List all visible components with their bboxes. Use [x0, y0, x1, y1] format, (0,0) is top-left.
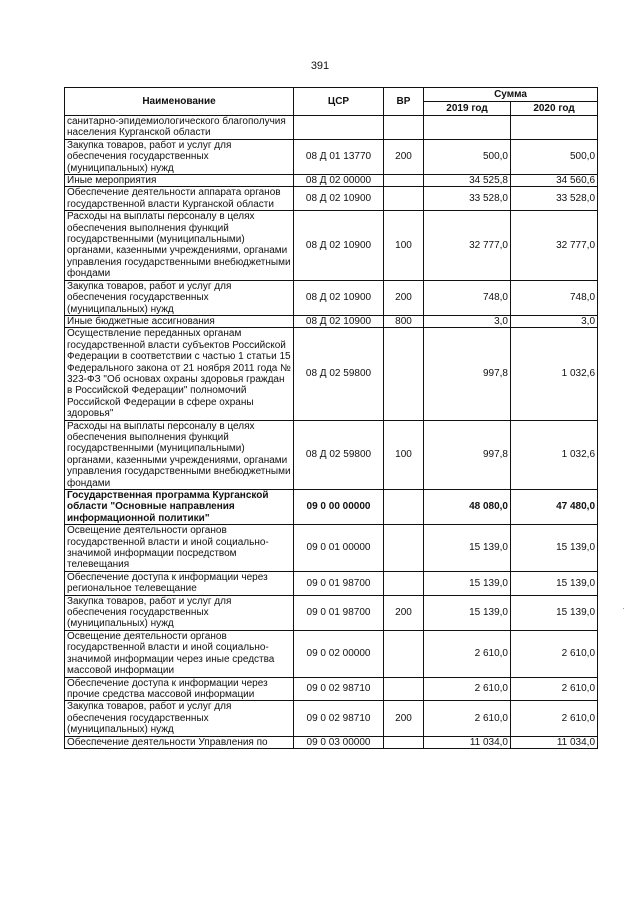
row-2019-amount: 2 610,0 — [424, 677, 511, 701]
table-row — [65, 315, 598, 327]
margin-mark: · — [622, 603, 625, 613]
row-2019-amount: 11 034,0 — [424, 736, 511, 748]
row-vr: 100 — [384, 420, 424, 489]
row-2020-amount: 2 610,0 — [511, 677, 598, 701]
row-2020-amount: 47 480,0 — [511, 490, 598, 525]
row-csr: 09 0 01 98700 — [294, 571, 384, 595]
row-2019-amount: 15 139,0 — [424, 595, 511, 630]
row-vr — [384, 525, 424, 572]
row-2020-amount: 2 610,0 — [511, 701, 598, 736]
row-2019-amount: 500,0 — [424, 139, 511, 174]
row-vr — [384, 116, 424, 140]
table-row — [65, 701, 598, 736]
header-2019: 2019 год — [424, 102, 511, 116]
budget-table — [64, 87, 598, 749]
row-2019-amount: 997,8 — [424, 328, 511, 420]
table-row — [65, 139, 598, 174]
row-vr — [384, 328, 424, 420]
row-vr — [384, 187, 424, 211]
row-name: Обеспечение деятельности аппарата органов государственной власти Курганской области — [65, 187, 294, 211]
row-name: Государственная программа Курганской области "Основные направления информационной политики" — [65, 490, 294, 525]
row-csr: 09 0 01 00000 — [294, 525, 384, 572]
row-csr: 09 0 03 00000 — [294, 736, 384, 748]
table-row — [65, 571, 598, 595]
row-vr — [384, 175, 424, 187]
row-csr: 08 Д 02 10900 — [294, 187, 384, 211]
row-name: санитарно-эпидемиологического благополучия населения Курганской области — [65, 116, 294, 140]
row-vr: 100 — [384, 211, 424, 280]
row-vr: 200 — [384, 139, 424, 174]
row-2019-amount: 15 139,0 — [424, 525, 511, 572]
table-row — [65, 280, 598, 315]
table-row — [65, 630, 598, 677]
table-row — [65, 490, 598, 525]
row-vr: 200 — [384, 280, 424, 315]
row-name: Расходы на выплаты персоналу в целях обеспечения выполнения функций государственными (муниципальными) органами, казенными учреждениями, органами управления государственными внебюджетными фондами — [65, 211, 294, 280]
table-row — [65, 211, 598, 280]
table-row — [65, 328, 598, 420]
row-2020-amount: 1 032,6 — [511, 328, 598, 420]
row-2020-amount — [511, 116, 598, 140]
row-2020-amount: 32 777,0 — [511, 211, 598, 280]
row-name: Расходы на выплаты персоналу в целях обеспечения выполнения функций государственными (муниципальными) органами, казенными учреждениями, органами управления государственными внебюджетными фондами — [65, 420, 294, 489]
page-number: 391 — [310, 60, 330, 72]
row-csr: 09 0 02 00000 — [294, 630, 384, 677]
table-row — [65, 420, 598, 489]
row-2019-amount: 3,0 — [424, 315, 511, 327]
row-2019-amount: 997,8 — [424, 420, 511, 489]
row-vr — [384, 677, 424, 701]
row-vr: 800 — [384, 315, 424, 327]
row-2020-amount: 1 032,6 — [511, 420, 598, 489]
table-row — [65, 736, 598, 748]
header-sum: Сумма — [424, 88, 598, 102]
row-csr: 08 Д 02 10900 — [294, 211, 384, 280]
row-csr: 08 Д 02 10900 — [294, 315, 384, 327]
row-name: Обеспечение доступа к информации через региональное телевещание — [65, 571, 294, 595]
row-vr: 200 — [384, 595, 424, 630]
row-csr — [294, 116, 384, 140]
table-row — [65, 116, 598, 140]
header-csr: ЦСР — [294, 88, 384, 116]
row-2020-amount: 34 560,6 — [511, 175, 598, 187]
row-name: Обеспечение деятельности Управления по — [65, 736, 294, 748]
table-row — [65, 187, 598, 211]
row-name: Закупка товаров, работ и услуг для обеспечения государственных (муниципальных) нужд — [65, 139, 294, 174]
row-vr — [384, 571, 424, 595]
table-row — [65, 525, 598, 572]
row-csr: 08 Д 01 13770 — [294, 139, 384, 174]
row-csr: 09 0 01 98700 — [294, 595, 384, 630]
row-2019-amount: 2 610,0 — [424, 701, 511, 736]
row-2019-amount: 34 525,8 — [424, 175, 511, 187]
row-name: Обеспечение доступа к информации через прочие средства массовой информации — [65, 677, 294, 701]
row-2019-amount: 748,0 — [424, 280, 511, 315]
row-name: Освещение деятельности органов государственной власти и иной социально-значимой информации через иные средства массовой информации — [65, 630, 294, 677]
row-csr: 08 Д 02 59800 — [294, 420, 384, 489]
row-name: Закупка товаров, работ и услуг для обеспечения государственных (муниципальных) нужд — [65, 280, 294, 315]
row-name: Закупка товаров, работ и услуг для обеспечения государственных (муниципальных) нужд — [65, 595, 294, 630]
row-2020-amount: 33 528,0 — [511, 187, 598, 211]
row-2020-amount: 500,0 — [511, 139, 598, 174]
row-csr: 08 Д 02 59800 — [294, 328, 384, 420]
row-name: Осуществление переданных органам государственной власти субъектов Российской Федерации в соответствии с частью 1 статьи 15 Федерального закона от 21 ноября 2011 года № 323-ФЗ "Об основах охраны здоровья граждан в Российской Федерации" полномочий Российской Федерации в сфере охраны здоровья" — [65, 328, 294, 420]
row-2019-amount: 32 777,0 — [424, 211, 511, 280]
table-row — [65, 677, 598, 701]
row-2020-amount: 15 139,0 — [511, 525, 598, 572]
row-2020-amount: 3,0 — [511, 315, 598, 327]
header-vr: ВР — [384, 88, 424, 116]
row-2019-amount — [424, 116, 511, 140]
row-2020-amount: 2 610,0 — [511, 630, 598, 677]
row-2019-amount: 2 610,0 — [424, 630, 511, 677]
row-2020-amount: 15 139,0 — [511, 571, 598, 595]
row-name: Иные бюджетные ассигнования — [65, 315, 294, 327]
row-vr — [384, 630, 424, 677]
row-csr: 08 Д 02 00000 — [294, 175, 384, 187]
row-csr: 09 0 02 98710 — [294, 677, 384, 701]
row-2020-amount: 748,0 — [511, 280, 598, 315]
row-2019-amount: 48 080,0 — [424, 490, 511, 525]
row-vr — [384, 490, 424, 525]
row-vr — [384, 736, 424, 748]
row-vr: 200 — [384, 701, 424, 736]
row-2020-amount: 11 034,0 — [511, 736, 598, 748]
table-row — [65, 175, 598, 187]
row-name: Освещение деятельности органов государственной власти и иной социально-значимой информации посредством телевещания — [65, 525, 294, 572]
header-2020: 2020 год — [511, 102, 598, 116]
row-csr: 09 0 00 00000 — [294, 490, 384, 525]
row-name: Закупка товаров, работ и услуг для обеспечения государственных (муниципальных) нужд — [65, 701, 294, 736]
row-2019-amount: 15 139,0 — [424, 571, 511, 595]
row-2019-amount: 33 528,0 — [424, 187, 511, 211]
row-csr: 08 Д 02 10900 — [294, 280, 384, 315]
table-row — [65, 595, 598, 630]
header-name: Наименование — [65, 88, 294, 116]
row-name: Иные мероприятия — [65, 175, 294, 187]
row-csr: 09 0 02 98710 — [294, 701, 384, 736]
row-2020-amount: 15 139,0 — [511, 595, 598, 630]
